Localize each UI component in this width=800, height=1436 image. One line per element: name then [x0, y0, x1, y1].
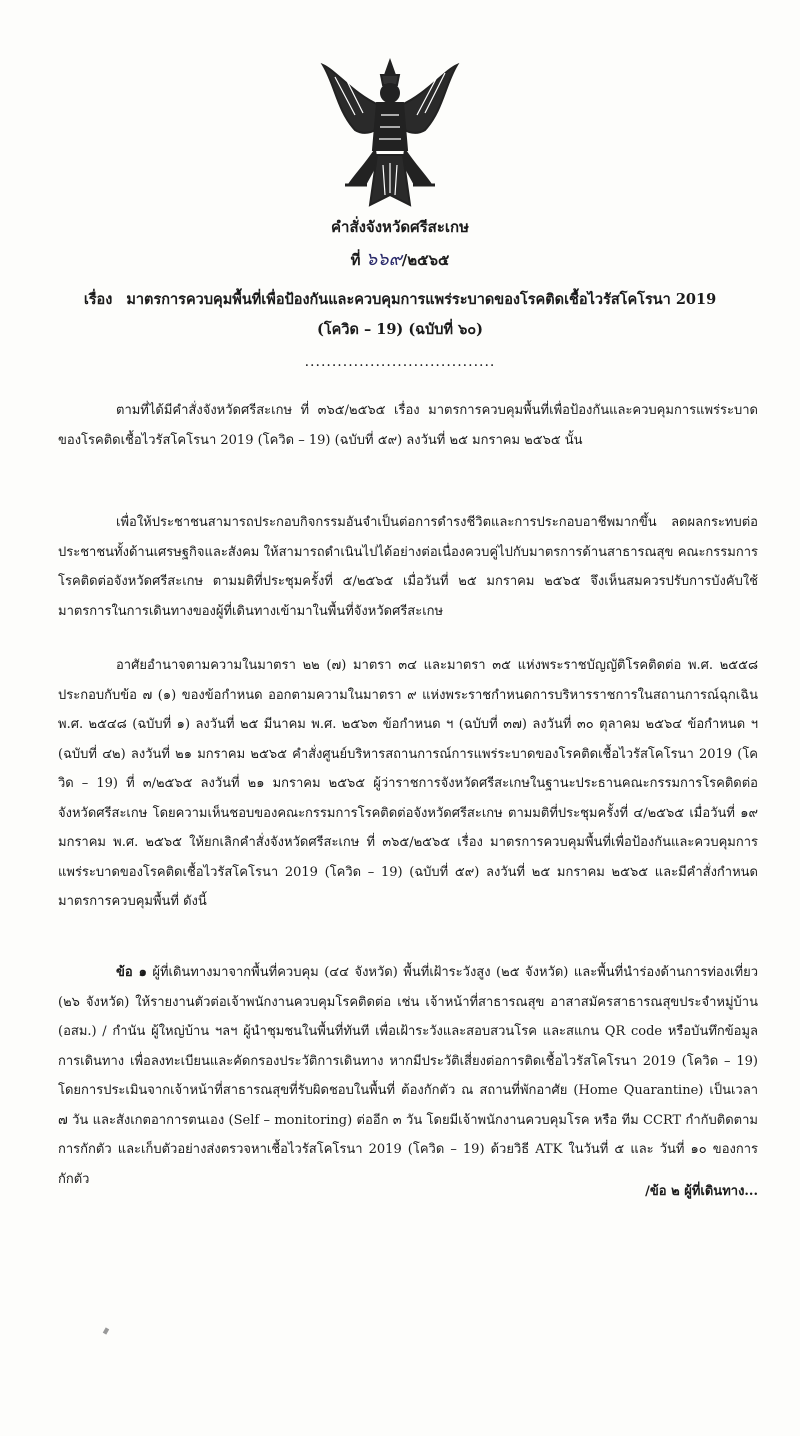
subject-label: เรื่อง — [83, 291, 113, 308]
separator: ................................... — [304, 354, 496, 370]
scan-speck — [103, 1327, 109, 1334]
clause-1 — [58, 958, 758, 1194]
subject-text-1: มาตรการควบคุมพื้นที่เพื่อป้องกันและควบคุมการแพร่ระบาดของโรคติดเชื้อไวรัสโคโรนา 2019 — [126, 291, 717, 308]
clause-1-text: ผู้ที่เดินทางมาจากพื้นที่ควบคุม (๔๔ จังหวัด) พื้นที่เฝ้าระวังสูง (๒๕ จังหวัด) และพื้นที่นำร่องด้านการท่องเที่ยว (๒๖ จังหวัด) ให้รายงานตัวต่อเจ้าพนักงานควบคุมโรคติดต่อ เช่น เจ้าหน้าที่สาธารณสุข อาสาสมัครสาธารณสุขประจำหมู่บ้าน (อสม.) / กำนัน ผู้ใหญ่บ้าน ฯลฯ ผู้นำชุมชนในพื้นที่ทันที เพื่อเฝ้าระวังและสอบสวนโรค และสแกน QR code หรือบันทึกข้อมูลการเดินทาง เพื่อลงทะเบียนและคัดกรองประวัติการเดินทาง หากมีประวัติเสี่ยงต่อการติดเชื้อไวรัสโคโรนา 2019 (โควิด – 19) โดยการประเมินจากเจ้าหน้าที่สาธารณสุขที่รับผิดชอบในพื้นที่ ต้องกักตัว ณ สถานที่พักอาศัย (Home Quarantine) เป็นเวลา ๗ วัน และสังเกตอาการตนเอง (Self – monitoring) ต่ออีก ๓ วัน โดยมีเจ้าพนักงานควบคุมโรค หรือ ทีม CCRT กำกับติดตามการกักตัว และเก็บตัวอย่างส่งตรวจหาเชื้อไวรัสโคโรนา 2019 (โควิด – 19) ด้วยวิธี ATK ในวันที่ ๕ และ วันที่ ๑๐ ของการกักตัว — [58, 965, 758, 1187]
paragraph-1: ตามที่ได้มีคำสั่งจังหวัดศรีสะเกษ ที่ ๓๖๕/๒๕๖๕ เรื่อง มาตรการควบคุมพื้นที่เพื่อป้องกันและควบคุมการแพร่ระบาดของโรคติดเชื้อไวรัสโคโรนา 2019 (โควิด – 19) (ฉบับที่ ๕๙) ลงวันที่ ๒๕ มกราคม ๒๕๖๕ นั้น — [58, 403, 758, 448]
paragraph-3: อาศัยอำนาจตามความในมาตรา ๒๒ (๗) มาตรา ๓๔ และมาตรา ๓๕ แห่งพระราชบัญญัติโรคติดต่อ พ.ศ. ๒๕๕๘ ประกอบกับข้อ ๗ (๑) ของข้อกำหนด ออกตามความในมาตรา ๙ แห่งพระราชกำหนดการบริหารราชการในสถานการณ์ฉุกเฉิน พ.ศ. ๒๕๔๘ (ฉบับที่ ๑) ลงวันที่ ๒๕ มีนาคม พ.ศ. ๒๕๖๓ ข้อกำหนด ฯ (ฉบับที่ ๓๗) ลงวันที่ ๓๐ ตุลาคม ๒๕๖๔ ข้อกำหนด ฯ (ฉบับที่ ๔๒) ลงวันที่ ๒๑ มกราคม ๒๕๖๕ คำสั่งศูนย์บริหารสถานการณ์การแพร่ระบาดของโรคติดเชื้อไวรัสโคโรนา 2019 (โควิด – 19) ที่ ๓/๒๕๖๕ ลงวันที่ ๒๑ มกราคม ๒๕๖๕ ผู้ว่าราชการจังหวัดศรีสะเกษในฐานะประธานคณะกรรมการโรคติดต่อจังหวัดศรีสะเกษ โดยความเห็นชอบของคณะกรรมการโรคติดต่อจังหวัดศรีสะเกษ ตามมติที่ประชุมครั้งที่ ๔/๒๕๖๕ เมื่อวันที่ ๑๙ มกราคม พ.ศ. ๒๕๖๕ ให้ยกเลิกคำสั่งจังหวัดศรีสะเกษ ที่ ๓๖๕/๒๕๖๕ เรื่อง มาตรการควบคุมพื้นที่เพื่อป้องกันและควบคุมการแพร่ระบาดของโรคติดเชื้อไวรัสโคโรนา 2019 (โควิด – 19) (ฉบับที่ ๕๙) ลงวันที่ ๒๕ มกราคม ๒๕๖๕ และมีคำสั่งกำหนดมาตรการควบคุมพื้นที่ ดังนี้ — [58, 658, 758, 909]
subject — [40, 285, 760, 345]
continuation-note: /ข้อ ๒ ผู้ที่เดินทาง... — [645, 1184, 758, 1199]
paragraph-2: เพื่อให้ประชาชนสามารถประกอบกิจกรรมอันจำเป็นต่อการดำรงชีวิตและการประกอบอาชีพมากขึ้น ลดผลกระทบต่อประชาชนทั้งด้านเศรษฐกิจและสังคม ให้สามารถดำเนินไปได้อย่างต่อเนื่องควบคู่ไปกับมาตรการด้านสาธารณสุข คณะกรรมการโรคติดต่อจังหวัดศรีสะเกษ ตามมติที่ประชุมครั้งที่ ๕/๒๕๖๕ เมื่อวันที่ ๒๕ มกราคม ๒๕๖๕ จึงเห็นสมควรปรับการบังคับใช้มาตรการในการเดินทางของผู้ที่เดินทางเข้ามาในพื้นที่จังหวัดศรีสะเกษ — [58, 515, 758, 619]
order-number-suffix: /๒๕๖๕ — [401, 251, 450, 269]
order-number-prefix: ที่ — [350, 251, 361, 269]
order-number-handwritten: ๖๖๙ — [365, 249, 402, 270]
order-title: คำสั่งจังหวัดศรีสะเกษ — [331, 218, 469, 236]
subject-line-1 — [40, 285, 760, 315]
subject-line-2: (โควิด – 19) (ฉบับที่ ๖๐) — [316, 321, 483, 338]
order-number — [40, 244, 760, 273]
garuda-emblem-icon — [315, 55, 465, 215]
clause-1-label: ข้อ ๑ — [116, 965, 147, 980]
